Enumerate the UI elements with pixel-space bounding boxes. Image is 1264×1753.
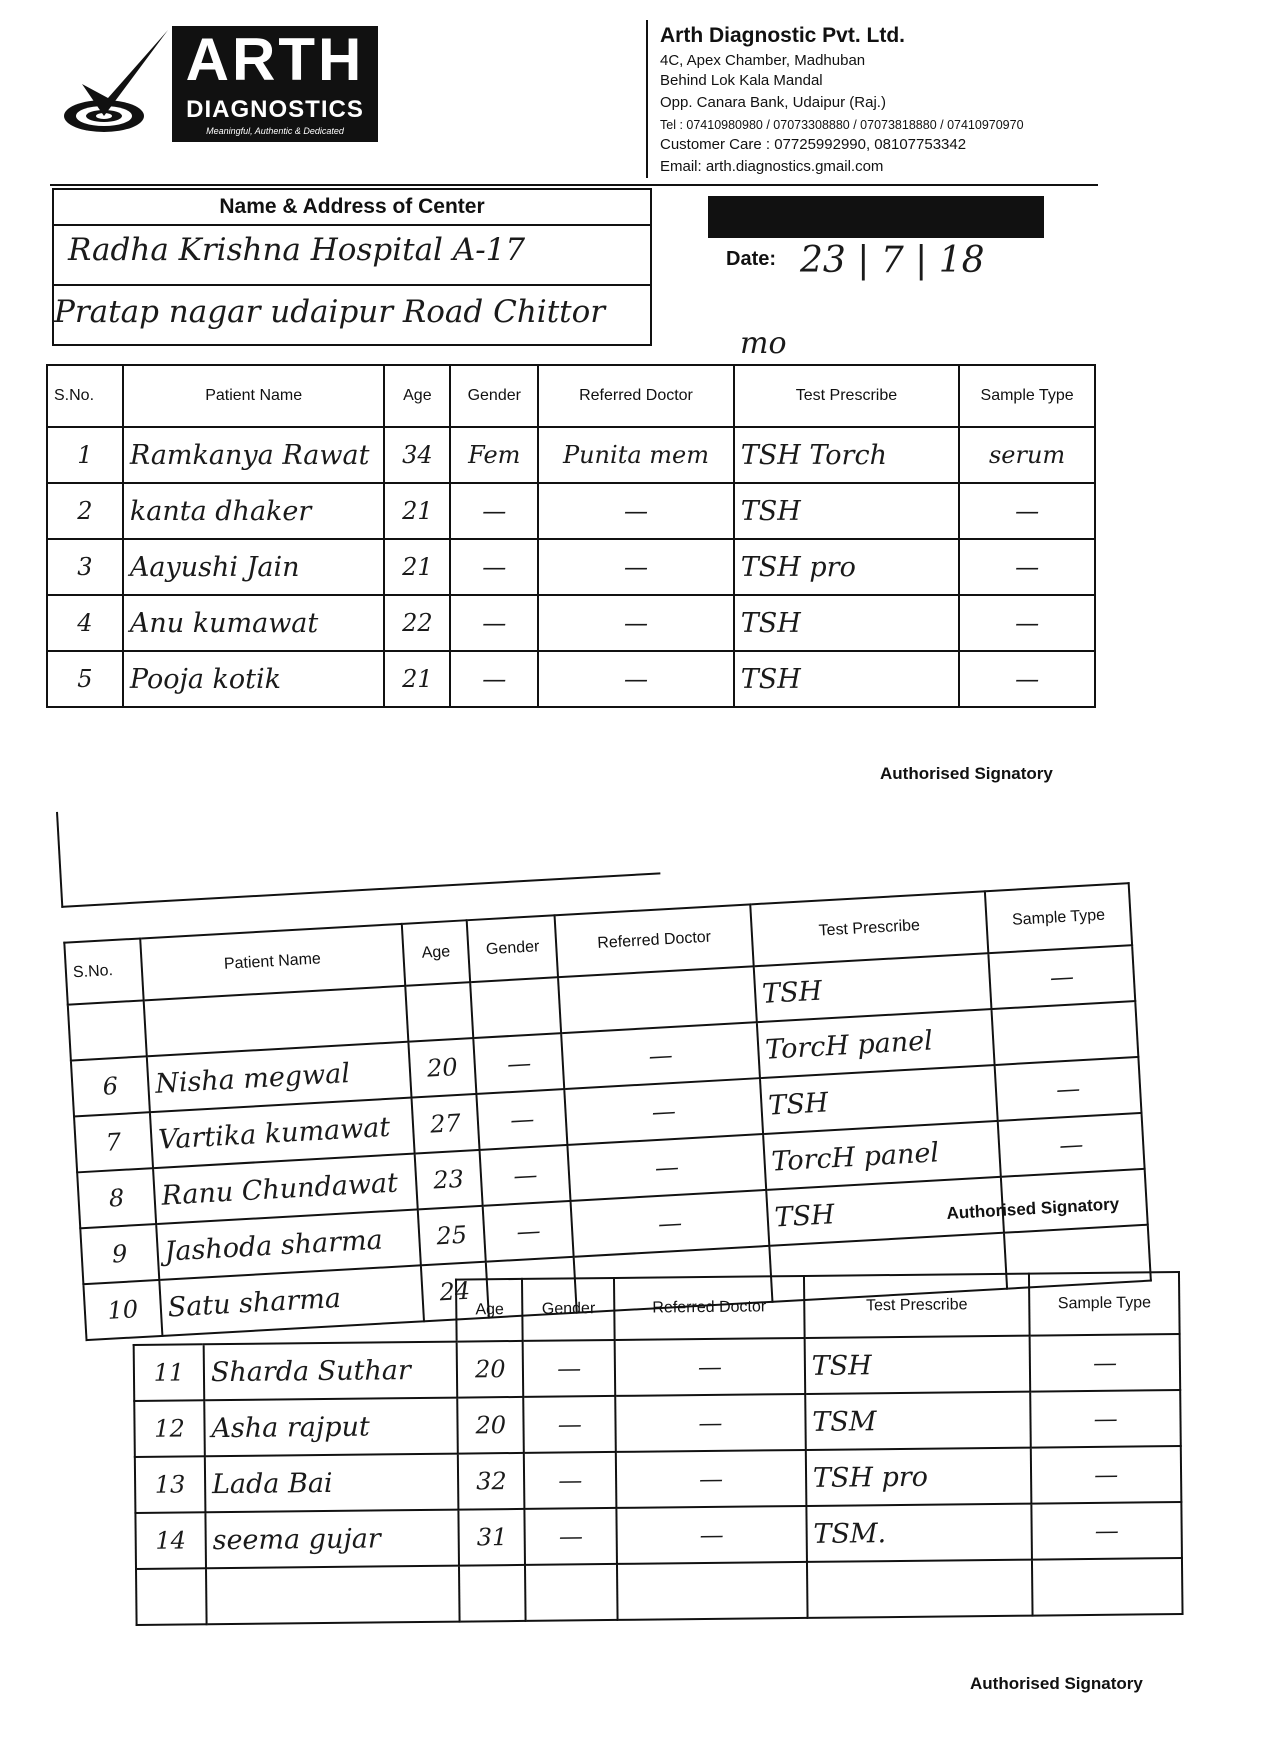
- row-age: 27: [411, 1094, 480, 1154]
- center-line-1: Radha Krishna Hospital A-17: [68, 232, 526, 268]
- header-sno: S.No.: [64, 939, 143, 1005]
- center-line-2-tail: mo: [740, 326, 787, 361]
- row-gender: —: [524, 1396, 616, 1453]
- row-sample-type: —: [1032, 1502, 1182, 1560]
- row-test-prescribe: TSH pro: [734, 539, 959, 595]
- row-patient-name: Ranu Chundawat: [153, 1154, 417, 1225]
- row-age: 20: [408, 1038, 477, 1098]
- row-age: 23: [414, 1150, 483, 1210]
- row-referred-doctor: —: [615, 1338, 805, 1396]
- row-age: [459, 1565, 525, 1622]
- header-sno: S.No.: [47, 365, 123, 427]
- header-test-prescribe: Test Prescribe: [750, 891, 989, 966]
- row-test-prescribe: TSH: [734, 595, 959, 651]
- row-age: 21: [384, 539, 450, 595]
- row-gender: —: [524, 1452, 616, 1509]
- row-patient-name: kanta dhaker: [123, 483, 385, 539]
- table-header-row: [133, 1272, 1180, 1345]
- row-gender: —: [450, 483, 538, 539]
- row-age: 34: [384, 427, 450, 483]
- company-care: Customer Care : 07725992990, 08107753342: [660, 136, 967, 153]
- row-patient-name: seema gujar: [205, 1510, 459, 1569]
- company-address-2: Behind Lok Kala Mandal: [660, 72, 823, 89]
- header-referred-doctor: Referred Doctor: [614, 1276, 804, 1340]
- row-sno: 10: [83, 1280, 162, 1340]
- row-test-prescribe: TorcH panel: [763, 1121, 1001, 1190]
- row-age: 21: [384, 483, 450, 539]
- header-divider-horizontal: [50, 184, 1098, 186]
- row-test-prescribe: TSH: [804, 1336, 1030, 1394]
- header-gender: Gender: [450, 365, 538, 427]
- table-row: [47, 651, 1095, 707]
- row-patient-name: [206, 1566, 460, 1625]
- row-patient-name: Pooja kotik: [123, 651, 385, 707]
- logo-name: ARTH: [185, 26, 365, 93]
- row-sno: [68, 1000, 147, 1060]
- header-sample-type: Sample Type: [959, 365, 1095, 427]
- header-referred-doctor: Referred Doctor: [555, 904, 754, 977]
- row-age: 21: [384, 651, 450, 707]
- table-row: [47, 427, 1095, 483]
- row-sno: 7: [74, 1112, 153, 1172]
- header-sample-type: Sample Type: [1029, 1272, 1179, 1336]
- row-sample-type: [992, 1001, 1139, 1065]
- row-referred-doctor: —: [617, 1506, 807, 1564]
- table-2-frame-bottom: [61, 872, 660, 907]
- row-age: 20: [457, 1341, 523, 1398]
- header-sno-empty: [133, 1282, 204, 1345]
- row-patient-name: Nisha megwal: [147, 1042, 411, 1113]
- row-sno: 5: [47, 651, 123, 707]
- row-referred-doctor: —: [538, 539, 734, 595]
- row-sno: 4: [47, 595, 123, 651]
- center-divider: [54, 284, 650, 286]
- row-patient-name: Sharda Suthar: [204, 1342, 458, 1401]
- authorised-signatory-3: Authorised Signatory: [970, 1674, 1143, 1693]
- table-row: [47, 595, 1095, 651]
- patient-table-1: [46, 364, 1096, 708]
- company-email: Email: arth.diagnostics.gmail.com: [660, 158, 884, 175]
- row-sample-type: serum: [959, 427, 1095, 483]
- header-test-prescribe: Test Prescribe: [804, 1274, 1030, 1338]
- table-header-row: [47, 365, 1095, 427]
- header-referred-doctor: Referred Doctor: [538, 365, 734, 427]
- center-title: Name & Address of Center: [54, 190, 650, 226]
- row-gender: —: [480, 1145, 571, 1206]
- row-sample-type: —: [959, 539, 1095, 595]
- row-referred-doctor: —: [538, 595, 734, 651]
- row-patient-name: Aayushi Jain: [123, 539, 385, 595]
- logo-emblem: [60, 24, 180, 144]
- row-patient-name: Ramkanya Rawat: [123, 427, 385, 483]
- row-sample-type: —: [995, 1057, 1142, 1121]
- row-patient-name: Jashoda sharma: [156, 1209, 420, 1280]
- company-name: Arth Diagnostic Pvt. Ltd.: [660, 24, 906, 47]
- row-sample-type: [1032, 1558, 1182, 1616]
- row-sample-type: —: [959, 595, 1095, 651]
- row-patient-name: Lada Bai: [205, 1454, 459, 1513]
- row-sno: 13: [135, 1456, 205, 1513]
- row-gender: [525, 1564, 617, 1621]
- table-row: [47, 539, 1095, 595]
- patient-table-3: [132, 1271, 1184, 1626]
- row-sno: 8: [77, 1168, 156, 1228]
- row-test-prescribe: TorcH panel: [757, 1009, 995, 1078]
- redacted-block: [708, 196, 1044, 238]
- row-patient-name: Satu sharma: [159, 1265, 423, 1336]
- row-test-prescribe: TSM.: [806, 1504, 1032, 1562]
- row-test-prescribe: TSH pro: [806, 1448, 1032, 1506]
- row-test-prescribe: TSH: [766, 1177, 1004, 1246]
- row-sample-type: —: [1030, 1390, 1180, 1448]
- table-2-frame-left: [56, 812, 63, 908]
- row-test-prescribe: TSM: [805, 1392, 1031, 1450]
- row-referred-doctor: [617, 1562, 807, 1620]
- row-sno: 3: [47, 539, 123, 595]
- row-age: 25: [417, 1206, 486, 1266]
- row-patient-name: Anu kumawat: [123, 595, 385, 651]
- row-sample-type: —: [959, 483, 1095, 539]
- header-sample-type: Sample Type: [985, 883, 1132, 953]
- center-line-2: Pratap nagar udaipur Road Chittor: [54, 294, 606, 330]
- authorised-signatory-2: Authorised Signatory: [946, 1194, 1120, 1223]
- row-sample-type: —: [959, 651, 1095, 707]
- company-tel: Tel : 07410980980 / 07073308880 / 07073818880 / 07410970970: [660, 118, 1024, 132]
- table-2-rotated: [56, 751, 1170, 1325]
- row-sno: 12: [134, 1400, 204, 1457]
- row-sno: 1: [47, 427, 123, 483]
- header-test-prescribe: Test Prescribe: [734, 365, 959, 427]
- header-gender: Gender: [467, 915, 558, 982]
- table-row: [136, 1558, 1183, 1625]
- header-gender: Gender: [522, 1278, 615, 1341]
- row-sno: 2: [47, 483, 123, 539]
- row-referred-doctor: —: [571, 1190, 769, 1257]
- row-test-prescribe: [807, 1560, 1033, 1618]
- row-referred-doctor: —: [616, 1450, 806, 1508]
- row-sample-type: —: [998, 1113, 1145, 1177]
- header-age: Age: [401, 920, 470, 986]
- header-age: Age: [384, 365, 450, 427]
- row-test-prescribe: TSH Torch: [734, 427, 959, 483]
- header-patient-name: Patient Name: [140, 924, 405, 1001]
- header-patient-empty: [203, 1280, 457, 1345]
- row-age: 31: [459, 1509, 525, 1566]
- header-patient-name: Patient Name: [123, 365, 385, 427]
- row-sample-type: —: [989, 945, 1136, 1009]
- header-age: Age: [456, 1279, 523, 1342]
- row-test-prescribe: TSH: [734, 651, 959, 707]
- row-referred-doctor: —: [615, 1394, 805, 1452]
- row-sample-type: —: [1031, 1446, 1181, 1504]
- authorised-signatory-1: Authorised Signatory: [880, 764, 1053, 783]
- company-address-1: 4C, Apex Chamber, Madhuban: [660, 52, 866, 69]
- company-address-3: Opp. Canara Bank, Udaipur (Raj.): [660, 94, 886, 111]
- logo-tagline: Meaningful, Authentic & Dedicated: [206, 126, 344, 136]
- row-gender: —: [450, 595, 538, 651]
- row-gender: —: [450, 539, 538, 595]
- row-test-prescribe: TSH: [760, 1065, 998, 1134]
- row-referred-doctor: —: [565, 1078, 763, 1145]
- row-sno: [136, 1568, 206, 1625]
- row-age: [405, 982, 474, 1042]
- row-sno: 14: [135, 1512, 205, 1569]
- row-gender: —: [477, 1089, 568, 1150]
- row-gender: —: [483, 1201, 574, 1262]
- row-referred-doctor: —: [538, 483, 734, 539]
- logo-subtitle: DIAGNOSTICS: [186, 96, 364, 123]
- row-sno: 9: [80, 1224, 159, 1284]
- logo-box: [172, 26, 378, 142]
- table-row: [47, 483, 1095, 539]
- row-test-prescribe: TSH: [734, 483, 959, 539]
- row-age: 24: [420, 1262, 489, 1322]
- header-divider-vertical: [646, 20, 648, 178]
- row-referred-doctor: —: [568, 1134, 766, 1201]
- row-patient-name: Vartika kumawat: [150, 1098, 414, 1169]
- row-age: 32: [458, 1453, 524, 1510]
- row-gender: —: [525, 1508, 617, 1565]
- date-value: 23 | 7 | 18: [800, 240, 985, 281]
- row-patient-name: Asha rajput: [204, 1398, 458, 1457]
- row-gender: —: [450, 651, 538, 707]
- row-gender: [471, 977, 562, 1038]
- row-referred-doctor: Punita mem: [538, 427, 734, 483]
- row-age: 22: [384, 595, 450, 651]
- row-referred-doctor: —: [561, 1022, 759, 1089]
- row-gender: Fem: [450, 427, 538, 483]
- date-label: Date:: [726, 248, 777, 270]
- row-sno: 6: [71, 1056, 150, 1116]
- row-test-prescribe: TSH: [754, 953, 992, 1022]
- row-gender: —: [523, 1340, 615, 1397]
- row-sample-type: —: [1030, 1334, 1180, 1392]
- row-gender: —: [474, 1033, 565, 1094]
- center-box: [52, 188, 652, 346]
- row-referred-doctor: —: [538, 651, 734, 707]
- row-age: 20: [458, 1397, 524, 1454]
- row-sno: 11: [134, 1344, 204, 1401]
